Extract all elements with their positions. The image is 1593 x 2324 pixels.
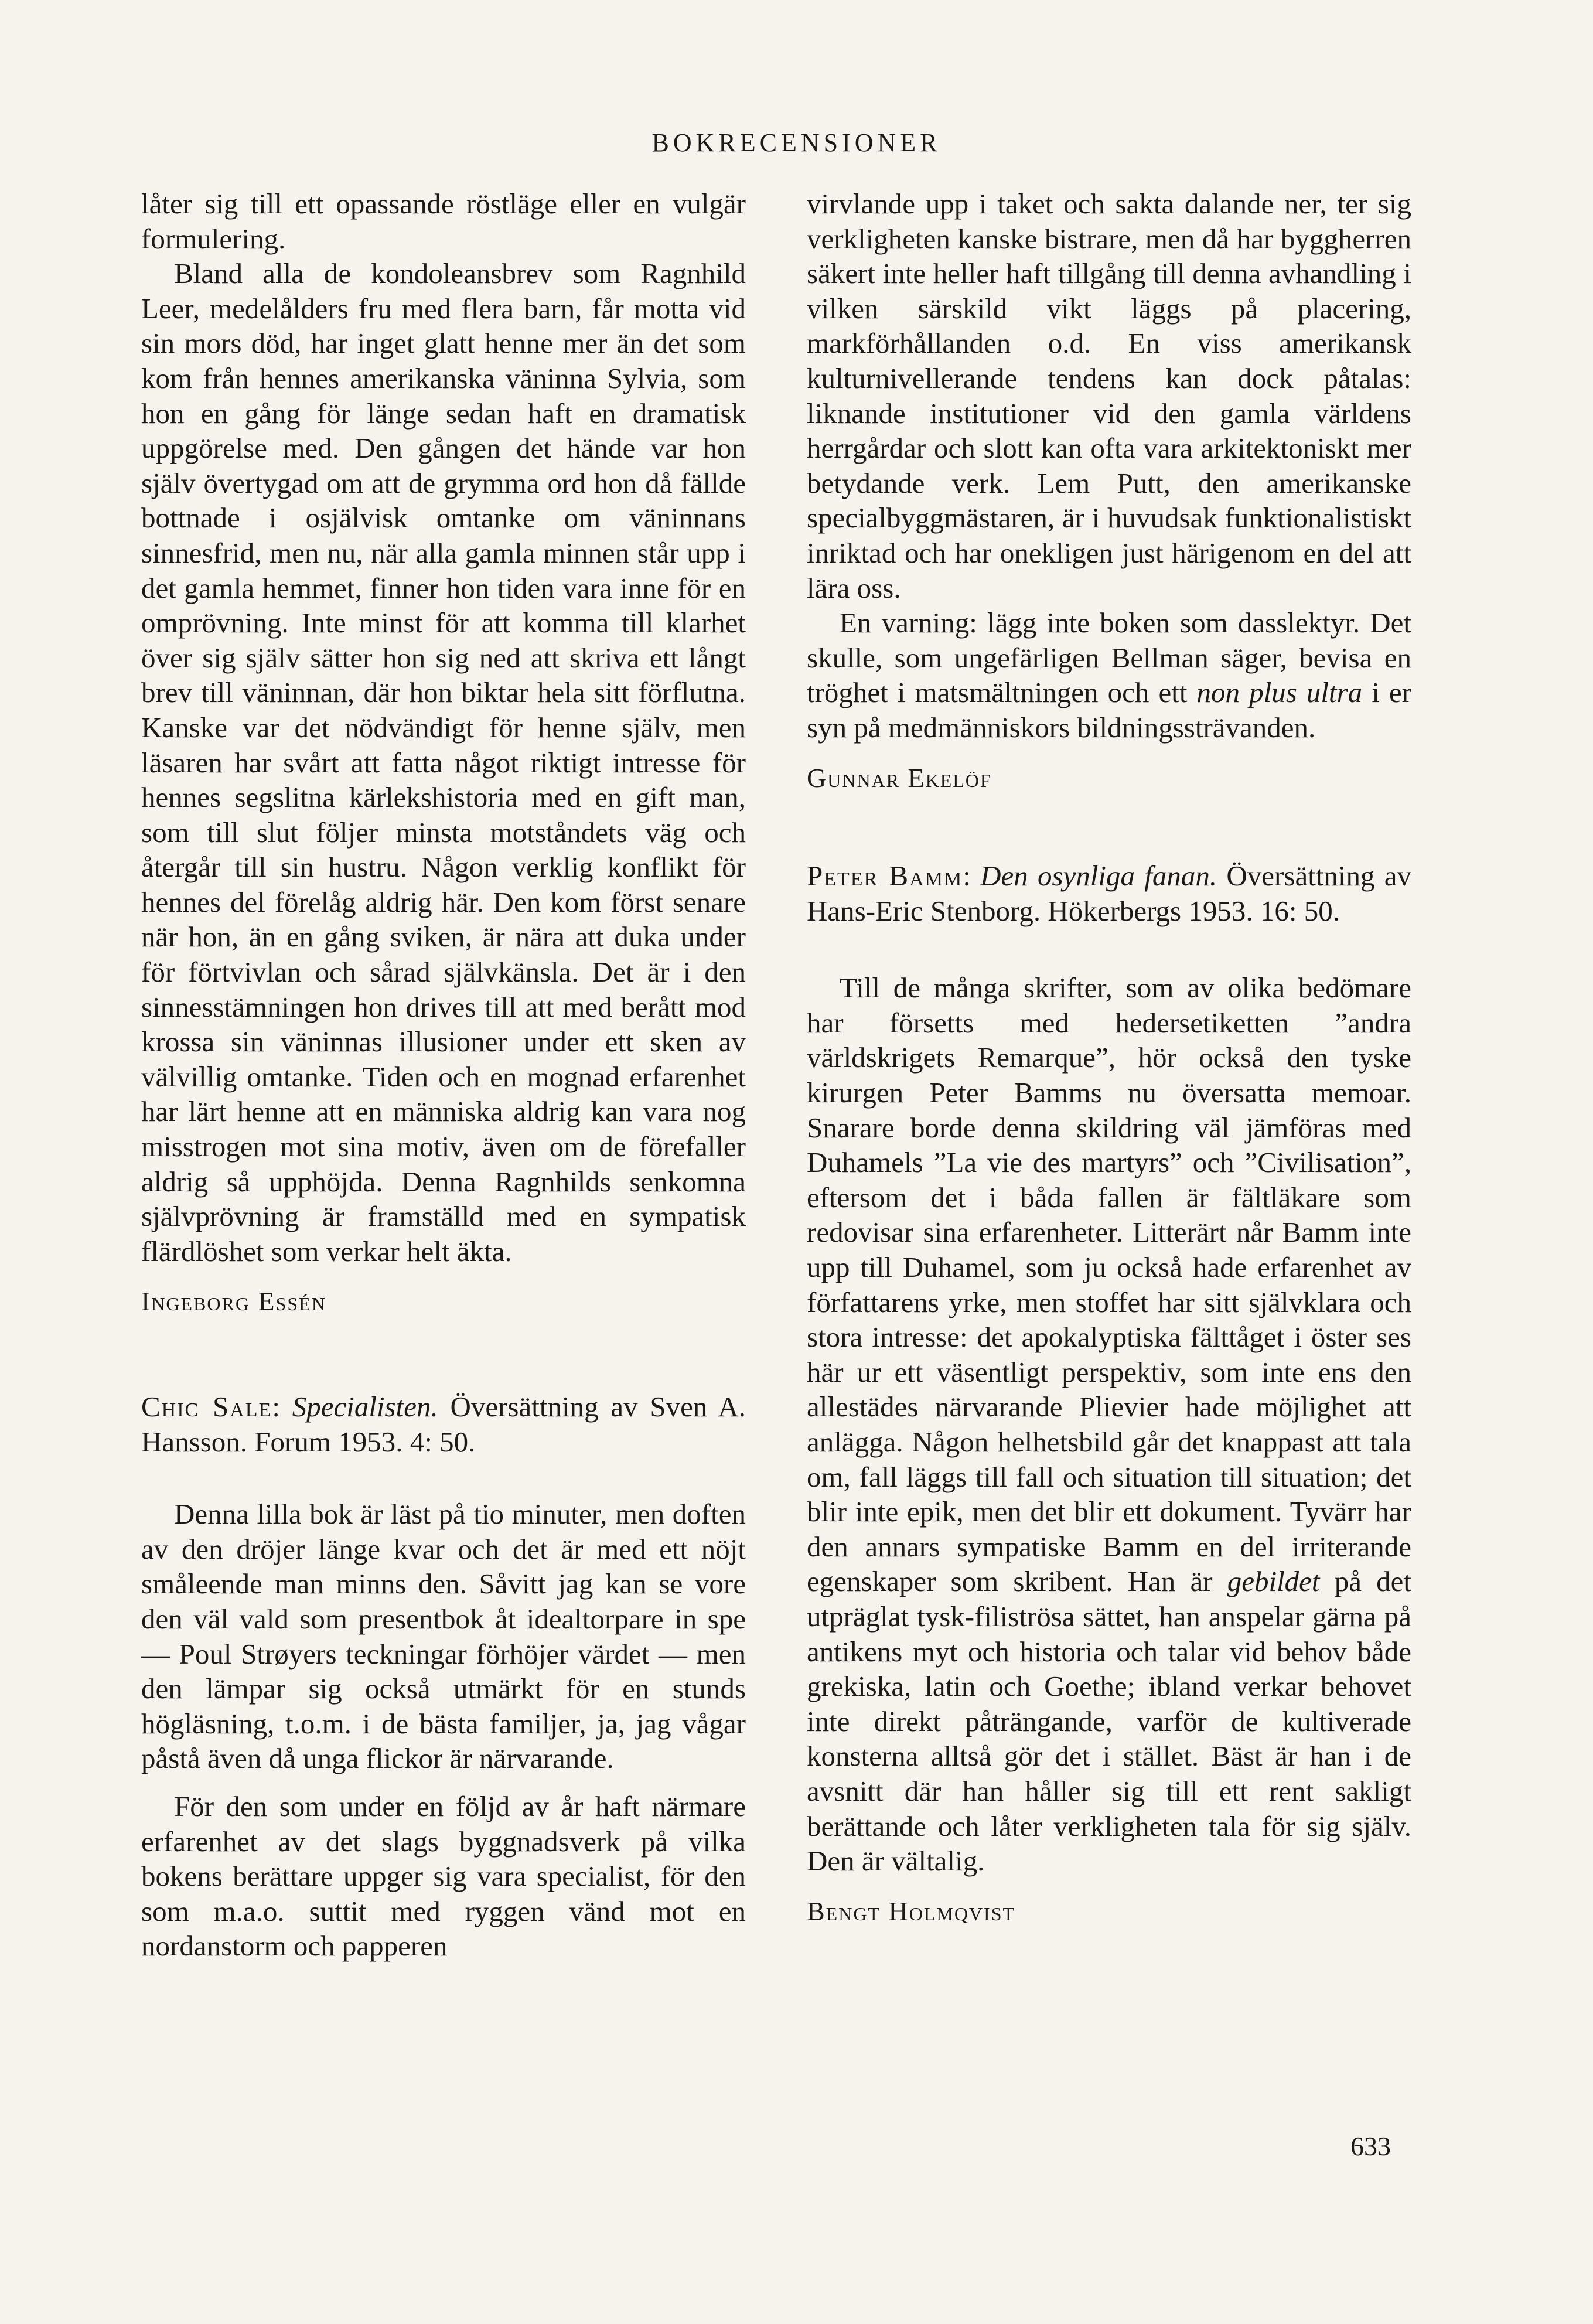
signature-gunnar-ekelof: Gunnar Ekelöf <box>807 762 992 793</box>
p2-italic-phrase: non plus ultra <box>1196 676 1363 709</box>
author-separator: : <box>963 860 971 892</box>
p2-text-start: En varning: lägg inte boken som dasslektyr. Det skulle, som ungefärligen Bellman säger, bevisa en tröghet i matsmältningen och ett <box>807 606 1411 709</box>
p3-italic-word: gebildet <box>1227 1565 1320 1598</box>
signature-ingeborg-essen: Ingeborg Essén <box>141 1286 326 1317</box>
p3-text-start: Till de många skrifter, som av olika bedömare har försetts med hedersetiketten ”andra världskrigets Remarque”, hör också den tyske kirurgen Peter Bamms nu översatta memoar. Snarare borde denna skildring väl jämföras med Duhamels ”La vie des martyrs” och ”Civilisation”, eftersom det i båda fallen är fältläkare som redovisar sina erfarenheter. Litterärt når Bamm inte upp till Duhamel, som ju också hade erfarenhet av författarens yrke, men stoffet har sitt självklara och stora intresse: det apokalyptiska fälttåget i öster ses här ur ett väsentligt perspektiv, som inte ens den allestädes närvarande Plievier hade möjlighet att anlägga. Någon helhetsbild går det knappast att tala om, fall läggs till fall och situation till situation; det blir inte epik, men det blir ett dokument. Tyvärr har den annars sympatiske Bamm en del irriterande egenskaper som skribent. Han är <box>807 972 1411 1598</box>
review-title: Specialisten. <box>292 1391 438 1423</box>
running-head: BOKRECENSIONER <box>651 128 942 157</box>
review-heading-peter-bamm <box>807 858 1411 928</box>
left-paragraph-3: Denna lilla bok är läst på tio minuter, men doften av den dröjer länge kvar och det är med ett nöjt småleende man minns den. Såvitt jag kan se vore den väl vald som presentbok åt idealtorpare in spe — Poul Strøyers teckningar förhöjer värdet — men den lämpar sig också utmärkt för en stunds högläsning, t.o.m. i de bästa familjer, ja, jag vågar påstå även då unga flickor är närvarande. <box>141 1498 746 1775</box>
author-separator: : <box>272 1391 280 1423</box>
left-paragraph-4: För den som under en följd av år haft närmare erfarenhet av det slags byggnadsverk på vilka bokens berättare uppger sig vara specialist, för den som m.a.o. suttit med ryggen vänd mot en nordanstorm och papperen <box>141 1790 746 1962</box>
left-paragraph-1: låter sig till ett opassande röstläge eller en vulgär formulering. <box>141 188 746 255</box>
p3-text-end: på det utpräglat tysk-filiströsa sättet, han anspelar gärna på antikens myt och historia och talar vid behov både grekiska, latin och Goethe; ibland verkar behovet inte direkt påträngande, varför de kultiverade konsterna alltså gör det i stället. Bäst är han i de avsnitt där han håller sig till ett rent sakligt berättande och låter verkligheten tala för sig själv. Den är vältalig. <box>807 1565 1411 1877</box>
review-title: Den osynliga fanan. <box>980 860 1217 892</box>
right-column <box>807 186 1411 1928</box>
right-paragraph-1: virvlande upp i taket och sakta dalande ner, ter sig verkligheten kanske bistrare, men då har byggherren säkert inte heller haft tillgång till denna avhandling i vilken särskild vikt läggs på placering, markförhållanden o.d. En viss amerikansk kulturnivellerande tendens kan dock påtalas: liknande institutioner vid den gamla världens herrgårdar och slott kan ofta vara arkitektoniskt mer betydande verk. Lem Putt, den amerikanske specialbyggmästaren, är i huvudsak funktionalistiskt inriktad och har onekligen just härigenom en del att lära oss. <box>807 188 1411 604</box>
signature-bengt-holmqvist: Bengt Holmqvist <box>807 1896 1016 1926</box>
page-number: 633 <box>1350 2131 1391 2161</box>
right-paragraph-3 <box>807 970 1411 1878</box>
review-details: Översättning av Sven A. Hansson. Forum 1953. 4: 50. <box>141 1391 746 1458</box>
review-details: Översättning av Hans-Eric Stenborg. Hökerbergs 1953. 16: 50. <box>807 860 1412 927</box>
p2-text-end: i er syn på medmänniskors bildningssträvanden. <box>807 676 1411 744</box>
right-paragraph-2 <box>807 605 1411 745</box>
review-author: Chic Sale <box>141 1391 272 1423</box>
left-paragraph-2: Bland alla de kondoleansbrev som Ragnhild Leer, medelålders fru med flera barn, får motta vid sin mors död, har inget glatt henne mer än det som kom från hennes amerikanska väninna Sylvia, som hon en gång för länge sedan haft en dramatisk uppgörelse med. Den gången det hände var hon själv övertygad om att de grymma ord hon då fällde bottnade i osjälvisk omtanke om väninnans sinnesfrid, men nu, när alla gamla minnen står upp i det gamla hemmet, finner hon tiden vara inne för en omprövning. Inte minst för att komma till klarhet över sig själv sätter hon sig ned att skriva ett långt brev till väninnan, där hon biktar hela sitt förflutna. Kanske var det nödvändigt för henne själv, men läsaren har svårt att fatta något riktigt intresse för hennes segslitna kärlekshistoria med en gift man, som till slut följer minsta motståndets väg och återgår till sin hustru. Någon verklig konflikt för hennes del förelåg aldrig här. Den kom först senare när hon, än en gång sviken, är nära att duka under för förtvivlan och sårad självkänsla. Det är i den sinnesstämningen hon drives till att med berått mod krossa sin väninnas illusioner under ett sken av välvillig omtanke. Tiden och en mognad erfarenhet har lärt henne att en människa aldrig kan vara nog misstrogen mot sina motiv, även om de förefaller aldrig så upphöjda. Denna Ragnhilds senkomna självprövning är framställd med en sympatisk flärdlöshet som verkar helt äkta. <box>141 257 746 1267</box>
review-heading-chic-sale <box>141 1389 746 1459</box>
review-author: Peter Bamm <box>807 860 963 892</box>
left-column <box>141 186 746 1964</box>
